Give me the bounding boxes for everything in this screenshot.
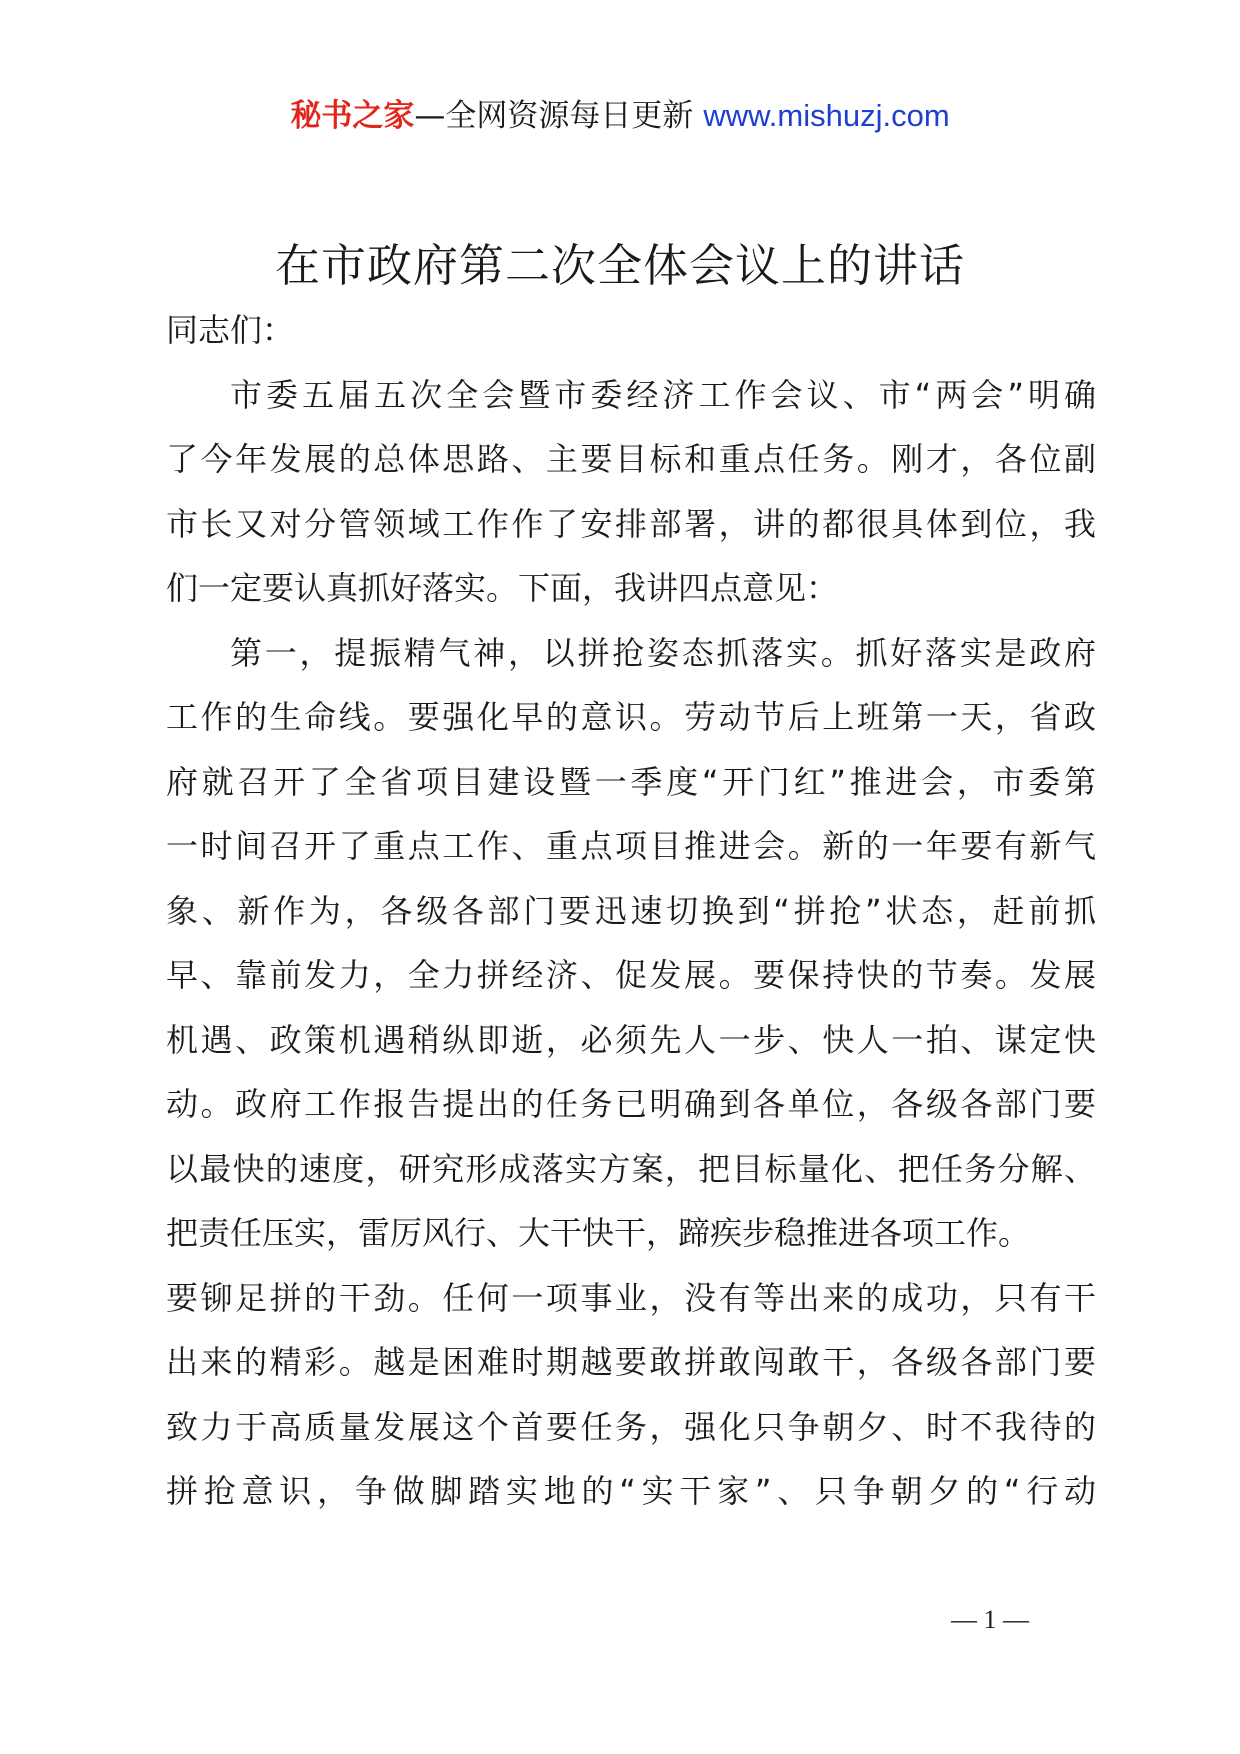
salutation-line: 同志们： [166, 311, 295, 349]
site-header [0, 96, 1240, 136]
body-line: 把责任压实，雷厉风行、大干快干，蹄疾步稳推进各项工作。 [166, 1214, 1031, 1252]
body-line: 出来的精彩。越是困难时期越要敢拼敢闯敢干，各级各部门要 [166, 1343, 1096, 1381]
site-url[interactable]: www.mishuzj.com [703, 98, 950, 133]
page-number: — 1 — [951, 1605, 1029, 1634]
body-line: 了今年发展的总体思路、主要目标和重点任务。刚才，各位副 [166, 440, 1096, 478]
body-line: 要铆足拼的干劲。任何一项事业，没有等出来的成功，只有干 [166, 1278, 1096, 1317]
body-line: 动。政府工作报告提出的任务已明确到各单位，各级各部门要 [166, 1085, 1096, 1123]
body-line: 机遇、政策机遇稍纵即逝，必须先人一步、快人一拍、谋定快 [166, 1020, 1096, 1059]
brand-name: 秘书之家 [290, 98, 415, 134]
document-title: 在市政府第二次全体会议上的讲话 [274, 239, 965, 292]
body-line: 市委五届五次全会暨市委经济工作会议、市“两会”明确 [230, 375, 1096, 414]
body-line: 致力于高质量发展这个首要任务，强化只争朝夕、时不我待的 [166, 1407, 1096, 1446]
body-line: 府就召开了全省项目建设暨一季度“开门红”推进会，市委第 [166, 762, 1096, 801]
header-tagline: —全网资源每日更新 [414, 98, 694, 134]
body-line: 拼抢意识，争做脚踏实地的“实干家”、只争朝夕的“行动 [166, 1472, 1096, 1510]
body-line: 一时间召开了重点工作、重点项目推进会。新的一年要有新气 [166, 827, 1096, 865]
body-line: 工作的生命线。要强化早的意识。劳动节后上班第一天，省政 [166, 698, 1096, 736]
body-line: 第一，提振精气神，以拼抢姿态抓落实。抓好落实是政府 [230, 633, 1096, 672]
body-line: 们一定要认真抓好落实。下面，我讲四点意见： [166, 569, 839, 607]
document-body [166, 298, 1096, 1524]
body-line: 早、靠前发力，全力拼经济、促发展。要保持快的节奏。发展 [166, 956, 1096, 994]
body-line: 市长又对分管领域工作作了安排部署，讲的都很具体到位，我 [166, 504, 1096, 543]
body-line: 以最快的速度，研究形成落实方案，把目标量化、把任务分解、 [166, 1149, 1096, 1188]
body-line: 象、新作为，各级各部门要迅速切换到“拼抢”状态，赶前抓 [166, 891, 1096, 930]
